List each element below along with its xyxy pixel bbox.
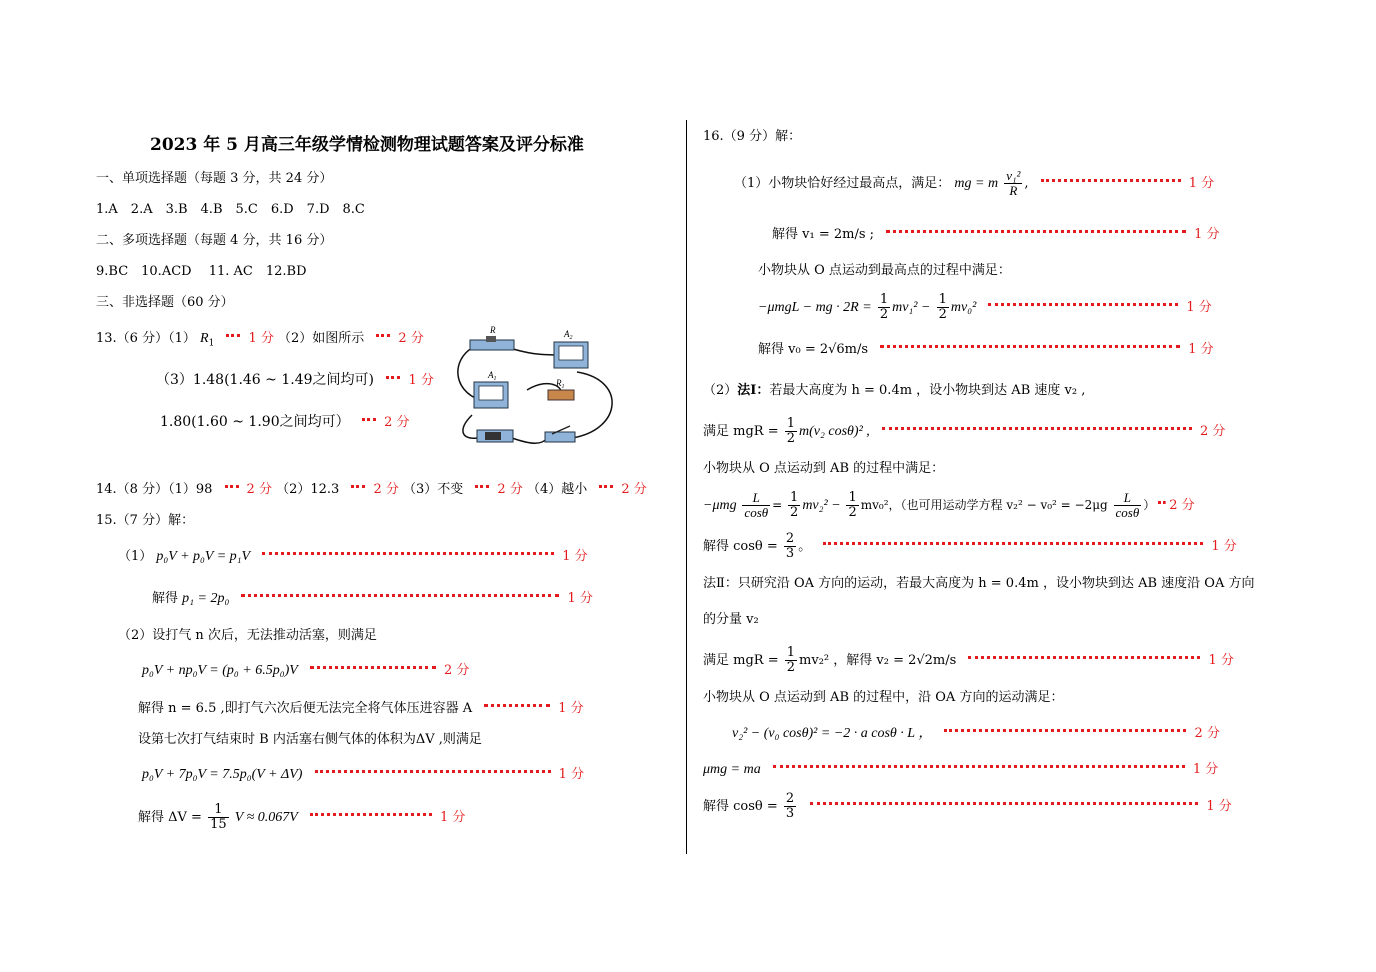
q16-line-15 xyxy=(732,725,1220,743)
score-mark: 1 分 xyxy=(439,810,466,825)
label-a1 xyxy=(487,370,497,382)
ammeter-a2-dial xyxy=(559,346,583,360)
dots xyxy=(351,485,365,488)
r10-suffix: 。 xyxy=(798,539,812,554)
fraction-den: 2 xyxy=(879,307,889,322)
section-3-heading: 三、非选择题（60 分） xyxy=(96,295,234,310)
q16-line-14: 小物块从 O 点运动到 AB 的过程中，沿 OA 方向的运动满足： xyxy=(703,690,1064,705)
dots xyxy=(886,230,1186,233)
dots xyxy=(810,802,1198,805)
r15-eq: v₂² − (v₀ cosθ)² = −2 · a cosθ · L ， xyxy=(732,726,933,741)
score-mark: 2 分 xyxy=(246,482,272,497)
fraction-num: 1 xyxy=(790,490,799,505)
q14-part4: （4）越小 xyxy=(526,482,588,497)
q15-7-eq: p₀V + 7p₀V = 7.5p₀(V + ΔV) xyxy=(142,767,303,782)
q16-line-16 xyxy=(703,761,1218,779)
q16-line-3: 小物块从 O 点运动到最高点的过程中满足： xyxy=(758,263,1011,278)
fraction-den: R xyxy=(1009,183,1018,198)
r9-c: mv₂² − xyxy=(802,498,841,513)
fraction-num: 1 xyxy=(938,292,947,307)
r6-method: 法Ⅰ： xyxy=(737,383,770,398)
q15-line-7 xyxy=(142,766,584,784)
q15-8-suffix: V ≈ 0.067V xyxy=(234,810,298,825)
section-1-heading: 一、单项选择题（每题 3 分，共 24 分） xyxy=(96,171,333,186)
q13-line-4 xyxy=(160,413,409,432)
fraction-num: L xyxy=(742,491,770,506)
r9-b: = xyxy=(772,498,783,512)
fraction-num: 1 xyxy=(786,645,796,660)
dots xyxy=(882,427,1192,430)
fraction-num: 1 xyxy=(879,292,889,307)
r9-a: −μmg xyxy=(703,498,737,513)
wire xyxy=(512,438,547,443)
fraction-num: 1 xyxy=(786,416,796,431)
q15-line-4 xyxy=(142,662,469,680)
section-2-heading: 二、多项选择题（每题 4 分，共 16 分） xyxy=(96,233,333,248)
score-mark: 2 分 xyxy=(1199,424,1226,439)
r4-eq-c: mv₀² xyxy=(950,300,977,315)
fraction xyxy=(784,532,796,561)
score-mark: 2 分 xyxy=(1194,726,1220,741)
dots xyxy=(988,303,1178,306)
q15-1-eq: p₀V + p₀V = p₁V xyxy=(156,549,251,564)
score-mark: 2 分 xyxy=(443,663,470,678)
q15-1-prefix: （1） xyxy=(118,549,153,564)
fraction-num: 2 xyxy=(785,791,795,806)
dots xyxy=(376,334,390,337)
dots xyxy=(241,594,559,597)
r10-prefix: 解得 cosθ = xyxy=(703,539,778,554)
fraction xyxy=(785,417,797,446)
q14-label: 14.（8 分）（1）98 xyxy=(96,482,213,497)
fraction-num: v₁² xyxy=(1006,168,1021,183)
q16-line-11: 法Ⅱ：只研究沿 OA 方向的运动，若最大高度为 h = 0.4m ，设小物块到达 AB 速度沿 OA 方向 xyxy=(703,576,1255,591)
fraction xyxy=(1004,169,1022,198)
r7-eq: m(v₂ cosθ)² , xyxy=(799,424,870,439)
fraction-den: 2 xyxy=(790,505,799,520)
fraction-num: 2 xyxy=(785,531,795,546)
q16-label: 16.（9 分）解： xyxy=(703,129,802,144)
fraction-den: 2 xyxy=(786,431,796,446)
label-r1-sub: 1 xyxy=(561,384,565,390)
dots xyxy=(226,334,240,337)
q16-line-1: （1）小物块恰好经过最高点，满足： mg = m $\frac{\text{v₁²}}{R}$ , 1 分 xyxy=(734,168,1215,198)
r16-eq: μmg = ma xyxy=(703,762,761,777)
score-mark: 1 分 xyxy=(558,701,584,716)
q16-line-6 xyxy=(703,382,1085,400)
fraction xyxy=(784,792,796,821)
fraction xyxy=(846,491,858,520)
score-mark: 1 分 xyxy=(1206,799,1232,814)
dots xyxy=(310,813,432,816)
label-a1-sub: 1 xyxy=(493,376,497,382)
section-1-answers: 1.A 2.A 3.B 4.B 5.C 6.D 7.D 8.C xyxy=(96,202,365,217)
score-mark: 1 分 xyxy=(408,373,434,388)
r6-prefix: （2） xyxy=(703,383,738,398)
dots xyxy=(968,656,1200,659)
q16-line-5 xyxy=(758,341,1214,359)
q13-r1: R xyxy=(200,331,209,346)
label-a2-main: A xyxy=(564,329,570,339)
q16-line-7 xyxy=(703,412,1225,452)
dots xyxy=(880,345,1180,348)
fraction-den: 3 xyxy=(785,806,795,821)
fraction xyxy=(878,293,890,322)
r4-eq-b: mv₁² − xyxy=(892,300,931,315)
rheostat-slider xyxy=(486,336,496,342)
r5-text: 解得 v₀ = 2√6m/s xyxy=(758,342,869,357)
q16-line-9 xyxy=(703,485,1195,525)
fraction xyxy=(937,293,949,322)
score-mark: 2 分 xyxy=(384,415,410,430)
q13-part3: （3）1.48(1.46 ~ 1.49之间均可) xyxy=(156,372,374,388)
q16-line-2 xyxy=(772,226,1220,244)
q13-line-1 xyxy=(96,330,424,353)
q13-part4: 1.80(1.60 ~ 1.90之间均可） xyxy=(160,414,350,430)
q16-line-12: 的分量 v₂ xyxy=(703,612,759,627)
q15-label: 15.（7 分）解： xyxy=(96,513,195,528)
fraction xyxy=(1114,491,1142,520)
wire xyxy=(572,372,612,438)
r1-text: （1）小物块恰好经过最高点，满足： xyxy=(734,176,951,191)
dots xyxy=(599,485,613,488)
r4-eq-a: −μmgL − mg · 2R = xyxy=(758,300,872,315)
score-mark: 1 分 xyxy=(1194,227,1220,242)
q15-line-2 xyxy=(152,590,593,608)
score-mark: 1 分 xyxy=(1188,176,1215,191)
q15-5-text: 解得 n = 6.5 ,即打气六次后便无法完全将气体压进容器 A xyxy=(138,701,473,716)
label-a1-main: A xyxy=(488,370,494,380)
r9-d: mv₀²，（也可用运动学方程 v₂² − v₀² = −2μg xyxy=(860,498,1108,512)
q14-line xyxy=(96,481,647,499)
q16-line-8: 小物块从 O 点运动到 AB 的过程中满足： xyxy=(703,461,945,476)
q15-line-1 xyxy=(118,548,588,566)
q13-part2: （2）如图所示 xyxy=(277,331,365,346)
ammeter-a1-dial xyxy=(479,386,503,400)
fraction-num: 1 xyxy=(848,490,857,505)
score-mark: 1 分 xyxy=(248,331,274,346)
fraction-den: cosθ xyxy=(744,505,769,520)
score-mark: 2 分 xyxy=(1169,498,1195,513)
dots xyxy=(386,376,400,379)
wire xyxy=(510,348,558,360)
q13-label: 13.（6 分）（1） xyxy=(96,331,196,346)
score-mark: 1 分 xyxy=(1192,762,1219,777)
q15-line-5 xyxy=(138,700,584,718)
fraction-den: cosθ xyxy=(1115,505,1140,520)
section-2-answers: 9.BC 10.ACD 11. AC 12.BD xyxy=(96,264,307,279)
score-mark: 1 分 xyxy=(1188,342,1214,357)
fraction-den: 2 xyxy=(938,307,947,322)
r17-prefix: 解得 cosθ = xyxy=(703,799,778,814)
fraction xyxy=(788,491,800,520)
dots xyxy=(225,485,239,488)
fraction xyxy=(785,646,797,675)
score-mark: 1 分 xyxy=(1211,539,1237,554)
column-divider xyxy=(686,120,687,854)
circuit-diagram xyxy=(452,320,616,452)
score-mark: 2 分 xyxy=(621,482,647,497)
r13-prefix: 满足 mgR = xyxy=(703,653,779,668)
switch xyxy=(545,432,575,442)
dots xyxy=(823,542,1203,545)
fraction xyxy=(742,491,770,520)
label-a2-sub: 2 xyxy=(569,335,573,341)
resistor-r1 xyxy=(548,390,574,400)
dots xyxy=(944,729,1186,732)
q15-line-3: （2）设打气 n 次后，无法推动活塞，则满足 xyxy=(118,628,377,643)
dots xyxy=(362,418,376,421)
q14-part3: （3）不变 xyxy=(403,482,464,497)
dots xyxy=(315,770,551,773)
fraction-den: 3 xyxy=(785,546,795,561)
fraction-num: 1 xyxy=(208,803,229,818)
dots xyxy=(262,552,554,555)
label-r1-main: R xyxy=(556,378,562,388)
wire xyxy=(463,415,477,438)
q15-line-6: 设第七次打气结束时 B 内活塞右侧气体的体积为ΔV ,则满足 xyxy=(138,732,482,747)
q16-line-13 xyxy=(703,641,1234,681)
r7-prefix: 满足 mgR = xyxy=(703,424,779,439)
score-mark: 1 分 xyxy=(562,549,588,564)
q16-line-17 xyxy=(703,788,1232,826)
score-mark: 1 分 xyxy=(1208,653,1234,668)
dots xyxy=(475,485,489,488)
r2-text: 解得 v₁ = 2m/s ; xyxy=(772,227,875,242)
battery-cell xyxy=(485,432,501,440)
score-mark: 1 分 xyxy=(1186,300,1212,315)
q16-line-10 xyxy=(703,528,1237,566)
q15-line-8 xyxy=(138,800,465,836)
label-r: R xyxy=(490,325,496,335)
r6-text: 若最大高度为 h = 0.4m ，设小物块到达 AB 速度 v₂ , xyxy=(769,383,1086,398)
fraction-num: L xyxy=(1114,491,1142,506)
score-mark: 2 分 xyxy=(398,331,424,346)
q13-r1-sub: 1 xyxy=(208,338,215,349)
dots xyxy=(484,704,550,707)
label-a2 xyxy=(563,329,573,341)
score-mark: 2 分 xyxy=(373,482,399,497)
fraction-den: 15 xyxy=(210,817,227,832)
dots xyxy=(1041,179,1181,182)
fraction-den: 2 xyxy=(848,505,857,520)
score-mark: 1 分 xyxy=(567,591,593,606)
r1-eq-left: mg = m xyxy=(954,176,999,191)
q15-8-prefix: 解得 ΔV = xyxy=(138,810,202,825)
q13-line-3 xyxy=(156,371,434,390)
q15-2-eq: p₁ = 2p₀ xyxy=(182,591,230,606)
r13-mid: mv₂² ，解得 v₂ = 2√2m/s xyxy=(799,653,957,668)
q16-line-4 xyxy=(758,288,1212,328)
r9-e: ） xyxy=(1143,498,1156,512)
q14-part2: （2）12.3 xyxy=(276,482,340,497)
score-mark: 2 分 xyxy=(497,482,523,497)
q15-2-prefix: 解得 xyxy=(152,591,179,606)
dots xyxy=(1158,501,1166,504)
q15-4-eq: p₀V + np₀V = (p₀ + 6.5p₀)V xyxy=(142,663,298,678)
dots xyxy=(773,765,1185,768)
page-title: 2023 年 5 月高三年级学情检测物理试题答案及评分标准 xyxy=(150,135,584,155)
score-mark: 1 分 xyxy=(558,767,584,782)
dots xyxy=(310,666,436,669)
fraction xyxy=(208,803,229,832)
fraction-den: 2 xyxy=(786,660,796,675)
